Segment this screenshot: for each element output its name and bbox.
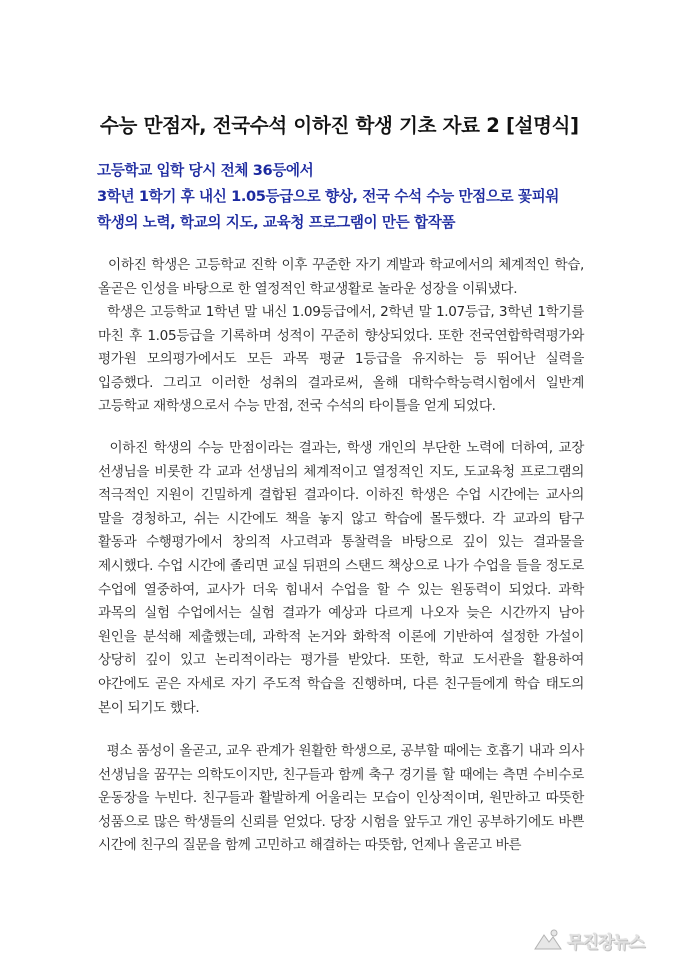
watermark-logo: [533, 924, 673, 956]
body-paragraph: 평소 품성이 올곧고, 교우 관계가 원활한 학생으로, 공부할 때에는 호흡기 내과 의사 선생님을 꿈꾸는 의학도이지만, 친구들과 함께 축구 경기를 할 때에는 측면 수비수로 운동장을 누빈다. 친구들과 활발하게 어울리는 모습이 인상적이며, 원만하고 따뜻한 성품으로 많은 학생들의 신뢰를 얻었다. 당장 시험을 앞두고 개인 공부하기에도 바쁜 시간에 친구의 질문을 함께 고민하고 해결하는 따뜻함, 언제나 올곧고 바른: [98, 743, 584, 854]
subtitle-list: [97, 158, 587, 236]
document-title: 수능 만점자, 전국수석 이하진 학생 기초 자료 2 [설명식]: [100, 114, 579, 137]
body-paragraph: 이하진 학생은 고등학교 진학 이후 꾸준한 자기 계발과 학교에서의 체계적인 학습, 올곧은 인성을 바탕으로 한 열정적인 학교생활로 놀라운 성장을 이뤄냈다.: [98, 257, 584, 297]
subtitle-line: 고등학교 입학 당시 전체 36등에서: [97, 162, 314, 179]
watermark-text: 무진장뉴스: [567, 932, 645, 953]
subtitle-line: 3학년 1학기 후 내신 1.05등급으로 향상, 전국 수석 수능 만점으로 꽃피워: [97, 188, 560, 205]
subtitle-line: 학생의 노력, 학교의 지도, 교육청 프로그램이 만든 합작품: [97, 214, 456, 231]
body-paragraph: 학생은 고등학교 1학년 말 내신 1.09등급에서, 2학년 말 1.07등급, 3학년 1학기를 마친 후 1.05등급을 기록하며 성적이 꾸준히 향상되었다. 또한 전국연합학력평가와 평가원 모의평가에서도 모든 과목 평균 1등급을 유지하는 등 뛰어난 실력을 입증했다. 그리고 이러한 성취의 결과로써, 올해 대학수학능력시험에서 일반계 고등학교 재학생으로서 수능 만점, 전국 수석의 타이틀을 얻게 되었다.: [98, 304, 584, 415]
body-paragraph: 이하진 학생의 수능 만점이라는 결과는, 학생 개인의 부단한 노력에 더하여, 교장 선생님을 비롯한 각 교과 선생님의 체계적이고 열정적인 지도, 도교육청 프로그램의 적극적인 지원이 긴밀하게 결합된 결과이다. 이하진 학생은 수업 시간에는 교사의 말을 경청하고, 쉬는 시간에도 책을 놓지 않고 학습에 몰두했다. 각 교과의 탐구 활동과 수행평가에서 창의적 사고력과 통찰력을 바탕으로 깊이 있는 결과물을 제시했다. 수업 시간에 졸리면 교실 뒤편의 스탠드 책상으로 나가 수업을 들을 정도로 수업에 열중하여, 교사가 더욱 힘내서 수업을 할 수 있는 원동력이 되었다. 과학 과목의 실험 수업에서는 실험 결과가 예상과 다르게 나오자 늦은 시간까지 남아 원인을 분석해 제출했는데, 과학적 논거와 화학적 이론에 기반하여 설정한 가설이 상당히 깊이 있고 논리적이라는 평가를 받았다. 또한, 학교 도서관을 활용하여 야간에도 곧은 자세로 자기 주도적 학습을 진행하며, 다른 친구들에게 학습 태도의 본이 되기도 했다.: [98, 440, 585, 716]
mountain-logo-icon: [533, 927, 563, 953]
